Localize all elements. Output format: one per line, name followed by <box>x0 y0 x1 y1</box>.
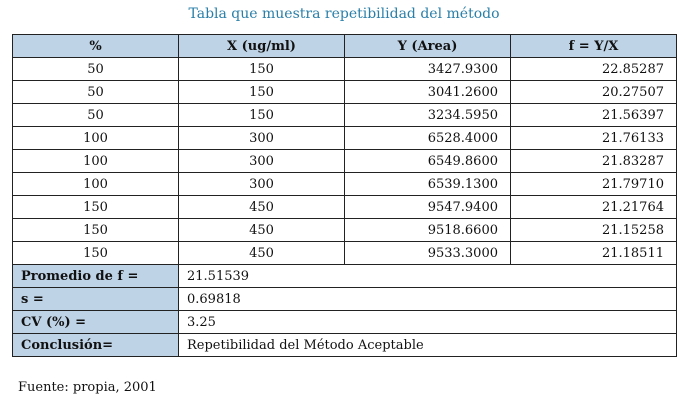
cell-y: 6528.4000 <box>345 127 511 150</box>
cell-x: 150 <box>179 104 345 127</box>
cell-f: 22.85287 <box>511 58 677 81</box>
summary-label: CV (%) = <box>13 311 179 334</box>
cell-y: 9533.3000 <box>345 242 511 265</box>
cell-percent: 50 <box>13 58 179 81</box>
summary-value: Repetibilidad del Método Aceptable <box>179 334 677 357</box>
summary-label: Promedio de f = <box>13 265 179 288</box>
table-row <box>13 150 677 173</box>
table-row <box>13 127 677 150</box>
cell-x: 150 <box>179 81 345 104</box>
summary-label: Conclusión= <box>13 334 179 357</box>
column-header-x: X (ug/ml) <box>179 35 345 58</box>
summary-label: s = <box>13 288 179 311</box>
cell-percent: 50 <box>13 81 179 104</box>
cell-y: 6539.1300 <box>345 173 511 196</box>
cell-x: 300 <box>179 127 345 150</box>
table-row <box>13 81 677 104</box>
cell-y: 6549.8600 <box>345 150 511 173</box>
summary-value: 0.69818 <box>179 288 677 311</box>
summary-row-conclusion <box>13 334 677 357</box>
cell-f: 21.21764 <box>511 196 677 219</box>
summary-value: 3.25 <box>179 311 677 334</box>
cell-x: 450 <box>179 219 345 242</box>
cell-f: 21.79710 <box>511 173 677 196</box>
table-row <box>13 196 677 219</box>
summary-value: 21.51539 <box>179 265 677 288</box>
summary-row-std <box>13 288 677 311</box>
summary-row-mean <box>13 265 677 288</box>
cell-y: 9518.6600 <box>345 219 511 242</box>
table-row <box>13 219 677 242</box>
cell-f: 21.18511 <box>511 242 677 265</box>
cell-percent: 150 <box>13 196 179 219</box>
cell-percent: 150 <box>13 219 179 242</box>
cell-x: 150 <box>179 58 345 81</box>
repeatability-table <box>12 34 677 357</box>
cell-x: 300 <box>179 173 345 196</box>
cell-f: 21.15258 <box>511 219 677 242</box>
source-note: Fuente: propia, 2001 <box>18 380 157 395</box>
column-header-f: f = Y/X <box>511 35 677 58</box>
cell-x: 300 <box>179 150 345 173</box>
cell-f: 21.76133 <box>511 127 677 150</box>
table-caption: Tabla que muestra repetibilidad del método <box>188 6 500 22</box>
cell-f: 21.56397 <box>511 104 677 127</box>
table-row <box>13 173 677 196</box>
header-row <box>13 35 677 58</box>
table-row <box>13 242 677 265</box>
cell-x: 450 <box>179 242 345 265</box>
cell-percent: 100 <box>13 150 179 173</box>
cell-percent: 150 <box>13 242 179 265</box>
table-row <box>13 58 677 81</box>
cell-y: 3234.5950 <box>345 104 511 127</box>
cell-y: 3041.2600 <box>345 81 511 104</box>
cell-f: 20.27507 <box>511 81 677 104</box>
cell-percent: 100 <box>13 127 179 150</box>
cell-y: 9547.9400 <box>345 196 511 219</box>
column-header-percent: % <box>13 35 179 58</box>
cell-x: 450 <box>179 196 345 219</box>
cell-percent: 50 <box>13 104 179 127</box>
cell-y: 3427.9300 <box>345 58 511 81</box>
column-header-y: Y (Area) <box>345 35 511 58</box>
table-row <box>13 104 677 127</box>
summary-row-cv <box>13 311 677 334</box>
cell-percent: 100 <box>13 173 179 196</box>
cell-f: 21.83287 <box>511 150 677 173</box>
